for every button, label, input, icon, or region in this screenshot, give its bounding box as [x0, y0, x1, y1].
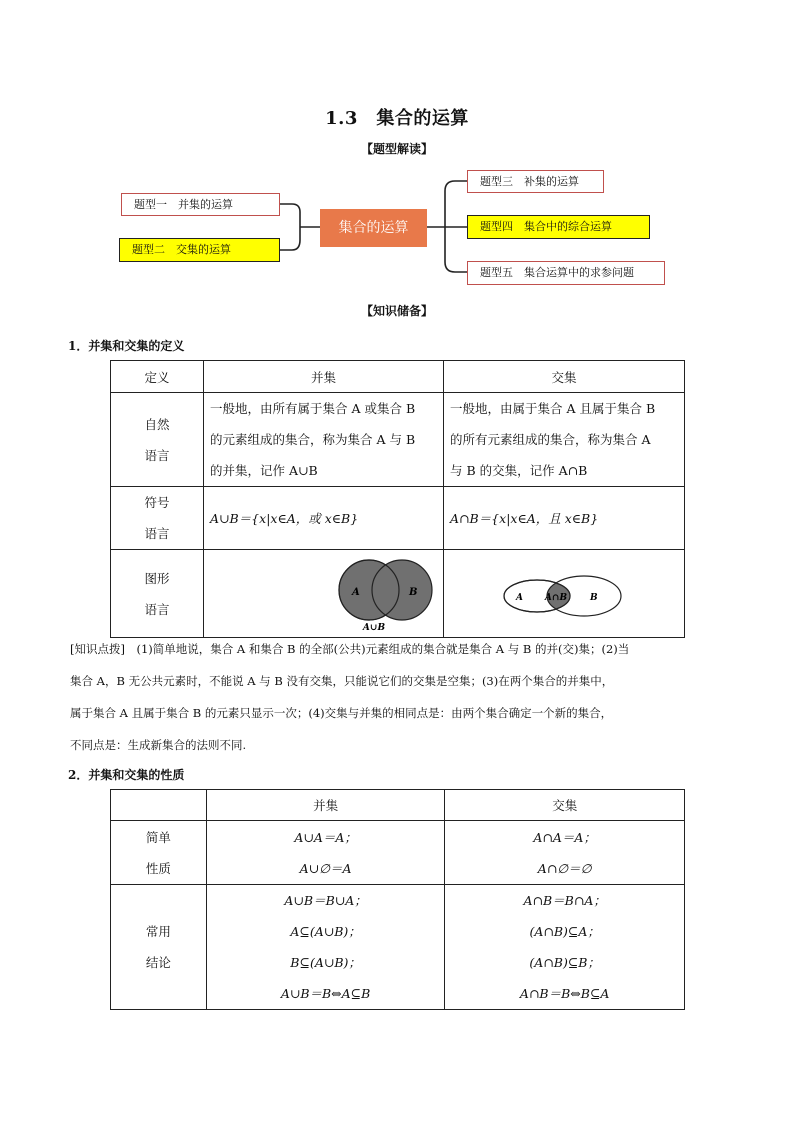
union-natural-cell — [204, 393, 444, 487]
header-cell: 并集 — [206, 790, 445, 821]
table-row-common — [111, 885, 685, 1010]
row-label-line: 性质 — [145, 860, 171, 876]
note-line: 集合 A，B 无公共元素时，不能说 A 与 B 没有交集，只能说它们的交集是空集；(3)在两个集合的并集中， — [70, 674, 614, 688]
type-box-4: 题型四 集合中的综合运算 — [467, 215, 650, 239]
header-cell: 交集 — [445, 790, 685, 821]
cell-line: 一般地，由所有属于集合 A 或集合 B — [210, 401, 416, 416]
row-label — [111, 550, 204, 638]
type-box-1: 题型一 并集的运算 — [121, 193, 280, 216]
row-label — [111, 821, 207, 885]
venn-label-a: A — [352, 587, 360, 598]
cell-line: 一般地，由属于集合 A 且属于集合 B — [450, 401, 656, 416]
row-label-line: 语言 — [144, 526, 170, 541]
cell-line: A∪B＝B∪A； — [284, 893, 367, 908]
note-line: 不同点是：生成新集合的法则不同. — [70, 738, 247, 752]
cell-line: (A∩B)⊆B； — [529, 955, 600, 970]
inter-natural-cell — [444, 393, 685, 487]
definition-table — [110, 360, 685, 638]
venn-circle-b — [372, 560, 432, 620]
inter-venn-cell — [444, 550, 685, 638]
table-row-natural — [111, 393, 685, 487]
type-mindmap — [0, 0, 794, 300]
union-common-cell — [206, 885, 445, 1010]
union-simple-cell — [206, 821, 445, 885]
type-box-2: 题型二 交集的运算 — [119, 238, 280, 262]
header-cell: 并集 — [204, 361, 444, 393]
cell-line: A∩A＝A； — [533, 829, 596, 845]
cell-line: 的元素组成的集合，称为集合 A 与 B — [210, 432, 416, 447]
row-label-line: 结论 — [145, 955, 171, 970]
table-row-simple — [111, 821, 685, 885]
cell-line: (A∩B)⊆A； — [529, 924, 600, 939]
cell-line: A∪B＝B⇔A⊆B — [280, 986, 371, 1001]
note-line: [知识点拨] (1)简单地说，集合 A 和集合 B 的全部(公共)元素组成的集合就是集合 A 与 B 的并(交)集；(2)当 — [70, 642, 630, 656]
venn-label-b: B — [409, 587, 418, 598]
venn-label-mid: A∩B — [544, 593, 568, 603]
row-label-line: 自然 — [144, 416, 170, 432]
section-types-heading: 【题型解读】 — [360, 142, 433, 156]
cell-line: 与 B 的交集，记作 A∩B — [450, 463, 588, 478]
header-cell — [111, 790, 207, 821]
cell-line: B⊆(A∪B)； — [290, 955, 361, 970]
table-header-row — [111, 790, 685, 821]
venn-caption: A∪B — [362, 623, 386, 633]
properties-table — [110, 789, 685, 1010]
table-row-graph — [111, 550, 685, 638]
cell-line: A∩∅＝∅ — [537, 860, 592, 876]
venn-label-b: B — [590, 593, 598, 603]
header-cell: 定义 — [111, 361, 204, 393]
header-cell: 交集 — [444, 361, 685, 393]
row-label — [111, 393, 204, 487]
cell-line: A∩B＝B∩A； — [523, 893, 606, 908]
note-line: 属于集合 A 且属于集合 B 的元素只显示一次；(4)交集与并集的相同点是：由两个集合确定一个新的集合， — [70, 706, 613, 720]
section-knowledge-heading: 【知识储备】 — [360, 304, 433, 318]
page-title: 1.3 集合的运算 — [325, 108, 469, 129]
row-label-line: 常用 — [145, 924, 171, 939]
inter-simple-cell — [445, 821, 685, 885]
row-label-line: 图形 — [144, 570, 170, 586]
cell-line: A∪∅＝A — [299, 860, 352, 876]
row-label-line: 语言 — [144, 447, 170, 463]
venn-label-a: A — [516, 593, 523, 603]
cell-line: A∩B＝B⇔B⊆A — [519, 986, 610, 1001]
table-header-row — [111, 361, 685, 393]
cell-line: 的所有元素组成的集合，称为集合 A — [450, 432, 651, 447]
cell-line: 的并集，记作 A∪B — [210, 463, 318, 478]
connector-left — [280, 204, 300, 250]
inter-common-cell — [445, 885, 685, 1010]
part1-heading: 1．并集和交集的定义 — [68, 339, 185, 353]
cell-line: A⊆(A∪B)； — [290, 924, 361, 939]
type-box-5: 题型五 集合运算中的求参问题 — [467, 261, 665, 285]
mindmap-center: 集合的运算 — [320, 209, 427, 247]
inter-symbol-cell: A∩B＝{x|x∈A，且 x∈B} — [444, 487, 685, 550]
row-label-line: 语言 — [144, 601, 170, 617]
cell-line: A∪A＝A； — [294, 829, 357, 845]
knowledge-note — [70, 633, 730, 761]
union-venn-cell — [204, 550, 444, 638]
row-label-line: 简单 — [145, 829, 171, 845]
union-venn-diagram — [204, 550, 443, 634]
union-symbol-cell: A∪B＝{x|x∈A，或 x∈B} — [204, 487, 444, 550]
table-row-symbol — [111, 487, 685, 550]
part2-heading: 2．并集和交集的性质 — [68, 768, 185, 782]
row-label-line: 符号 — [144, 495, 170, 510]
type-box-3: 题型三 补集的运算 — [467, 170, 604, 193]
row-label — [111, 885, 207, 1010]
row-label — [111, 487, 204, 550]
inter-venn-diagram — [444, 550, 684, 634]
